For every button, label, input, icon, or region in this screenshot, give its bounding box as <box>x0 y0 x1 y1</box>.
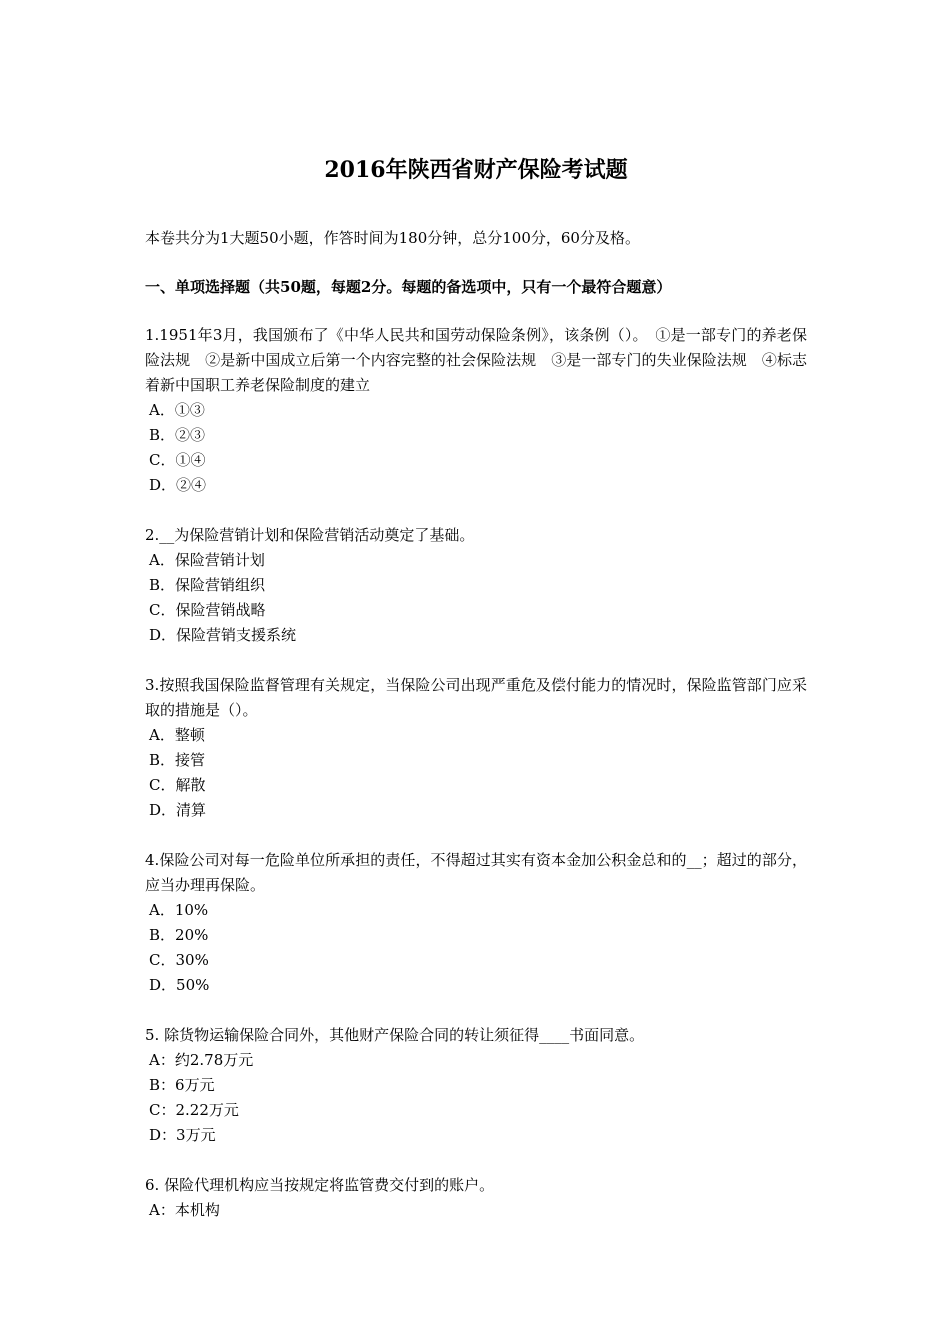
answer-option-d: D．清算 <box>149 801 207 819</box>
answer-option-c: C．30% <box>149 951 209 969</box>
answer-option-b: B．接管 <box>149 751 206 769</box>
answer-option-c: C．①④ <box>149 451 206 469</box>
answer-option-a: A．①③ <box>149 401 205 419</box>
answer-option-a: A：本机构 <box>149 1201 220 1219</box>
answer-option-b: B．20% <box>149 926 209 944</box>
question-stem: 3.按照我国保险监督管理有关规定，当保险公司出现严重危及偿付能力的情况时，保险监管部门应采取的措施是（）。 <box>145 676 807 719</box>
question-1 <box>145 323 807 498</box>
answer-option-b: B．②③ <box>149 426 206 444</box>
question-4 <box>145 848 807 998</box>
answer-option-c: C：2.22万元 <box>149 1101 239 1119</box>
question-6 <box>145 1173 807 1223</box>
answer-option-d: D．50% <box>149 976 210 994</box>
answer-option-d: D．保险营销支援系统 <box>149 626 297 644</box>
question-stem: 5. 除货物运输保险合同外，其他财产保险合同的转让须征得____书面同意。 <box>145 1026 645 1044</box>
exam-instructions: 本卷共分为1大题50小题，作答时间为180分钟，总分100分，60分及格。 <box>145 229 640 247</box>
question-stem: 1.1951年3月，我国颁布了《中华人民共和国劳动保险条例》，该条例（）。 ①是一部专门的养老保险法规 ②是新中国成立后第一个内容完整的社会保险法规 ③是一部专门的失业保险法规 ④标志着新中国职工养老保险制度的建立 <box>145 326 807 394</box>
answer-option-d: D：3万元 <box>149 1126 216 1144</box>
question-2 <box>145 523 807 648</box>
question-stem: 2.__为保险营销计划和保险营销活动奠定了基础。 <box>145 526 475 544</box>
question-list <box>145 323 807 1248</box>
answer-option-d: D．②④ <box>149 476 207 494</box>
answer-option-a: A．10% <box>149 901 209 919</box>
question-3 <box>145 673 807 823</box>
answer-option-a: A：约2.78万元 <box>149 1051 254 1069</box>
answer-option-c: C．解散 <box>149 776 206 794</box>
question-5 <box>145 1023 807 1148</box>
question-stem: 4.保险公司对每一危险单位所承担的责任，不得超过其实有资本金加公积金总和的__；超过的部分，应当办理再保险。 <box>145 851 807 894</box>
question-stem: 6. 保险代理机构应当按规定将监管费交付到的账户。 <box>145 1176 495 1194</box>
document-title: 2016年陕西省财产保险考试题 <box>324 157 628 183</box>
answer-option-c: C．保险营销战略 <box>149 601 266 619</box>
section-heading: 一、单项选择题（共50题，每题2分。每题的备选项中，只有一个最符合题意） <box>145 278 672 296</box>
answer-option-b: B．保险营销组织 <box>149 576 266 594</box>
answer-option-a: A．整顿 <box>149 726 205 744</box>
answer-option-a: A．保险营销计划 <box>149 551 265 569</box>
answer-option-b: B：6万元 <box>149 1076 215 1094</box>
